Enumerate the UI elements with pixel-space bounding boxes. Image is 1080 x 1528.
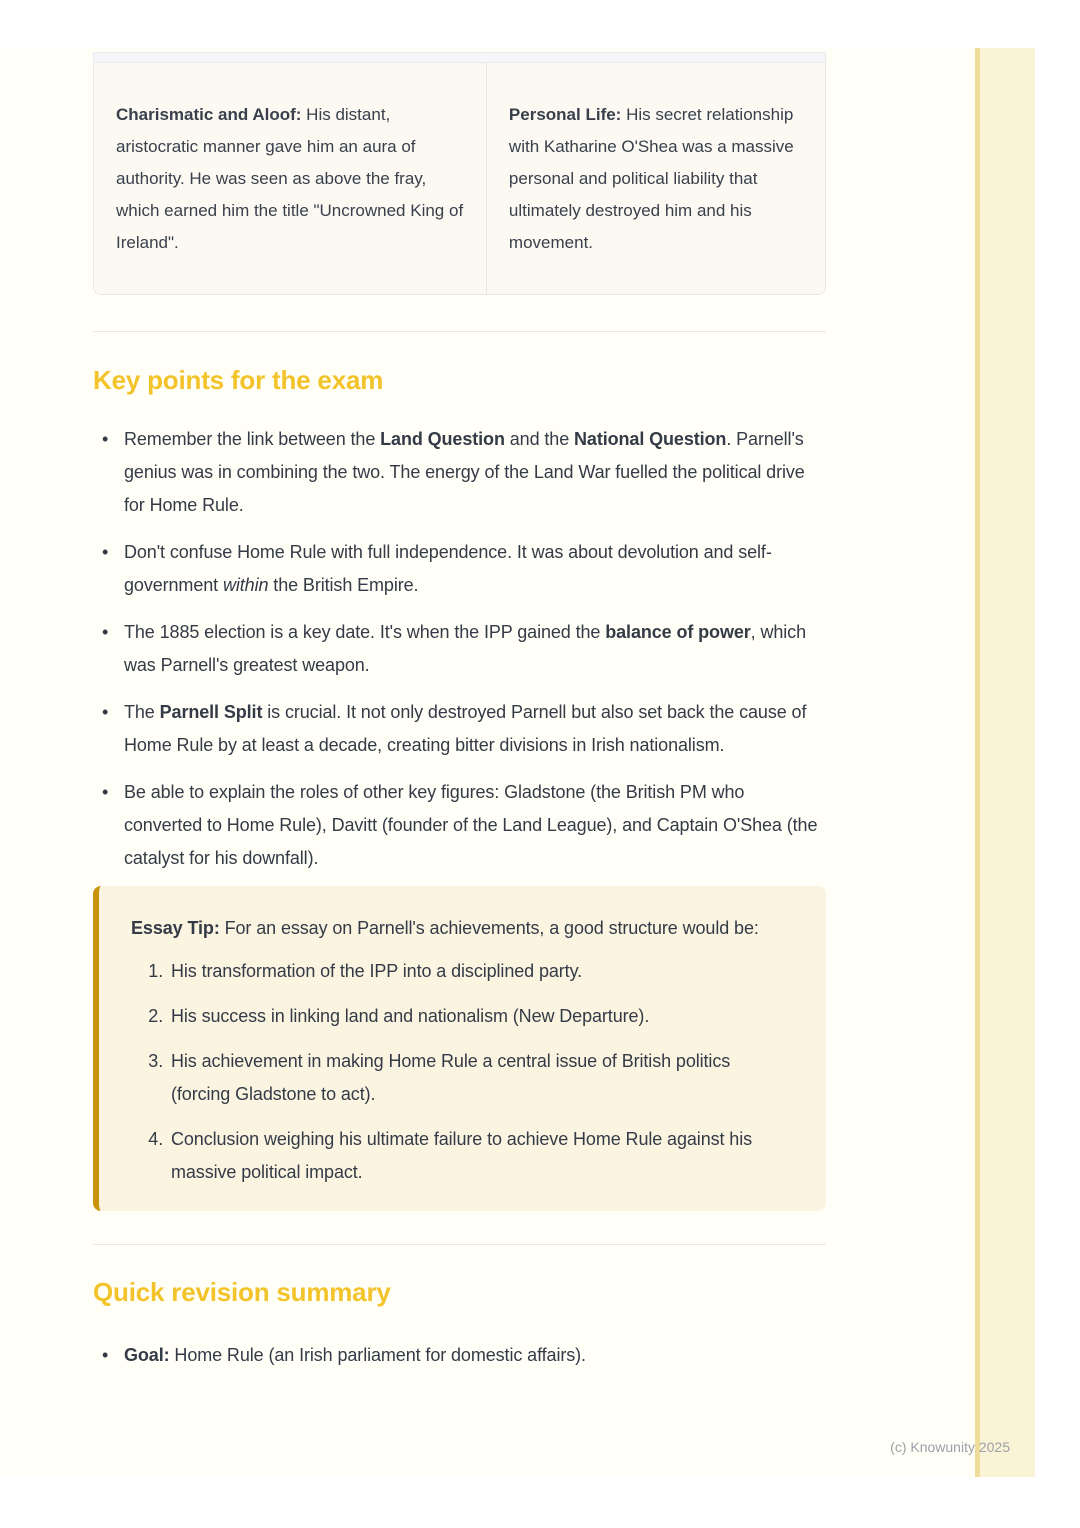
table-row-sliver [93, 52, 826, 63]
list-item: • Be able to explain the roles of other key figures: Gladstone (the British PM who converted to Home Rule), Davitt (founder of the Land League), and Captain O'Shea (the catalyst for his downfall). [93, 776, 826, 875]
section-divider [93, 1244, 826, 1245]
list-item: • Don't confuse Home Rule with full independence. It was about devolution and self-government within the British Empire. [93, 536, 826, 602]
essay-tip-list [131, 955, 790, 1189]
card-text: Charismatic and Aloof: His distant, aristocratic manner gave him an aura of authority. He was seen as above the fray, which earned him the title "Uncrowned King of Ireland". [116, 104, 464, 252]
card-text: Personal Life: His secret relationship with Katharine O'Shea was a massive personal and political liability that ultimately destroyed him and his movement. [508, 104, 794, 252]
notes-content [93, 52, 826, 1372]
table-row [93, 63, 826, 295]
section-heading-summary: Quick revision summary [93, 1277, 391, 1307]
essay-tip-callout [93, 886, 826, 1211]
right-edge-stripe [975, 48, 1035, 1477]
list-item: • The Parnell Split is crucial. It not only destroyed Parnell but also set back the cause of Home Rule by at least a decade, creating bitter divisions in Irish nationalism. [93, 696, 826, 762]
footer-credit: (c) Knowunity 2025 [890, 1439, 1010, 1455]
list-item: 2. His success in linking land and nationalism (New Departure). [168, 1000, 790, 1033]
list-item: 4. Conclusion weighing his ultimate failure to achieve Home Rule against his massive political impact. [168, 1123, 790, 1189]
summary-list [93, 1339, 826, 1372]
trait-table [93, 52, 826, 295]
key-points-list [93, 423, 826, 875]
list-item: 3. His achievement in making Home Rule a central issue of British politics (forcing Gladstone to act). [168, 1045, 790, 1111]
essay-tip-intro: Essay Tip: For an essay on Parnell's achievements, a good structure would be: [131, 918, 759, 938]
list-item: • Remember the link between the Land Question and the National Question. Parnell's genius was in combining the two. The energy of the Land War fuelled the political drive for Home Rule. [93, 423, 826, 522]
trait-card-personal-life [486, 63, 825, 294]
list-item: • Goal: Home Rule (an Irish parliament for domestic affairs). [93, 1339, 826, 1372]
trait-card-charismatic [94, 63, 486, 294]
list-item: • The 1885 election is a key date. It's when the IPP gained the balance of power, which was Parnell's greatest weapon. [93, 616, 826, 682]
section-divider [93, 331, 826, 332]
section-heading-key-points: Key points for the exam [93, 365, 384, 395]
list-item: 1. His transformation of the IPP into a disciplined party. [168, 955, 790, 988]
